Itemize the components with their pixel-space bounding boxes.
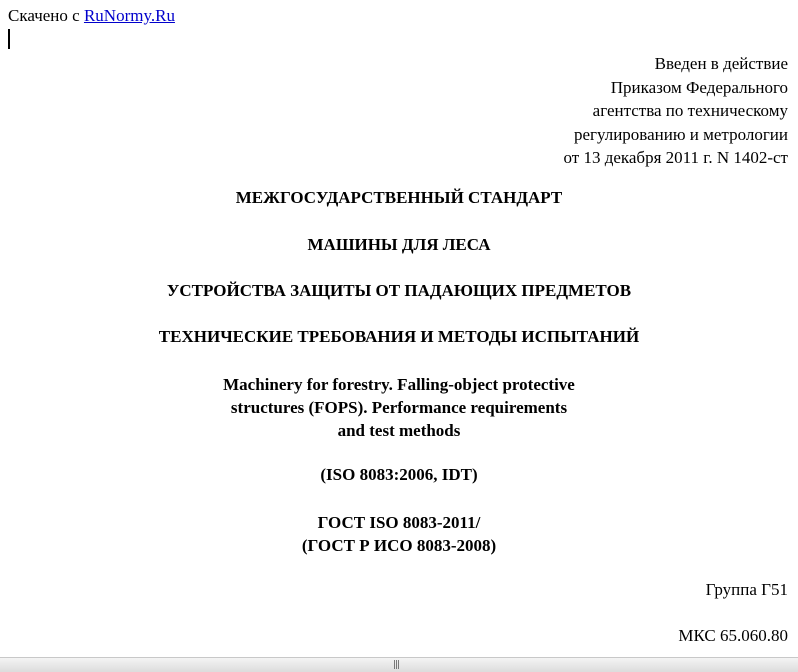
mks-code: МКС 65.060.80 xyxy=(678,626,788,645)
enactment-line: Приказом Федерального xyxy=(610,77,788,97)
title-requirements: ТЕХНИЧЕСКИЕ ТРЕБОВАНИЯ И МЕТОДЫ ИСПЫТАНИЙ xyxy=(158,327,640,346)
grip-lines-icon[interactable]: ||| xyxy=(393,660,400,670)
iso-reference: (ISO 8083:2006, IDT) xyxy=(320,465,478,484)
enactment-line: агентства по техническому xyxy=(592,101,788,120)
horizontal-scrollbar[interactable] xyxy=(0,657,798,672)
enactment-line: Введен в действие xyxy=(654,54,788,73)
enactment-line: от 13 декабря 2011 г. N 1402-ст xyxy=(563,148,788,167)
download-prefix: Скачено с xyxy=(8,6,80,25)
english-title-line: Machinery for forestry. Falling-object protective xyxy=(223,375,575,394)
download-source-line xyxy=(8,6,175,26)
gost-line-2: (ГОСТ Р ИСО 8083-2008) xyxy=(301,536,497,555)
english-title xyxy=(0,373,798,442)
runormy-link[interactable]: RuNormy.Ru xyxy=(83,6,175,25)
gost-designation xyxy=(0,511,798,557)
enactment-line: регулированию и метрологии xyxy=(573,124,788,144)
title-machinery: МАШИНЫ ДЛЯ ЛЕСА xyxy=(307,235,491,254)
group-code: Группа Г51 xyxy=(705,580,788,599)
standard-type-heading: МЕЖГОСУДАРСТВЕННЫЙ СТАНДАРТ xyxy=(235,188,563,207)
title-fops: УСТРОЙСТВА ЗАЩИТЫ ОТ ПАДАЮЩИХ ПРЕДМЕТОВ xyxy=(166,281,632,300)
text-cursor xyxy=(8,29,10,49)
english-title-line: and test methods xyxy=(337,421,461,440)
gost-line-1: ГОСТ ISO 8083-2011/ xyxy=(317,513,481,532)
enactment-note xyxy=(563,52,788,170)
english-title-line: structures (FOPS). Performance requirements xyxy=(230,398,568,417)
